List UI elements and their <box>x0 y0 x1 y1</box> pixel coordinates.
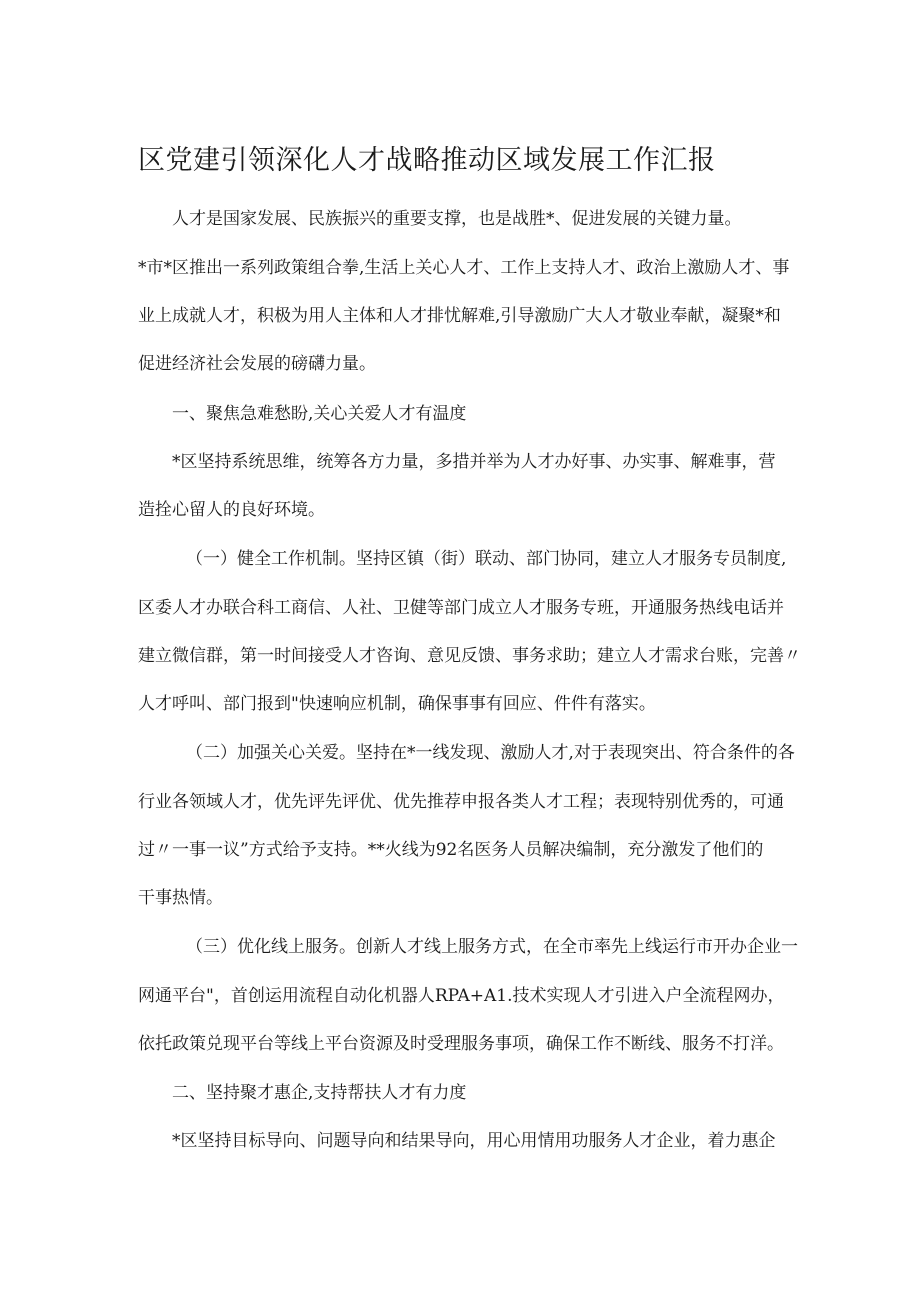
paragraph-line: 促进经济社会发展的磅礴力量。 <box>138 354 376 374</box>
section-heading: 二、坚持聚才惠企,支持帮扶人才有力度 <box>172 1083 467 1103</box>
paragraph-line: 造拴心留人的良好环境。 <box>138 500 325 520</box>
paragraph-line: 过〃一事一议”方式给予支持。**火线为92名医务人员解决编制，充分激发了他们的 <box>138 840 764 860</box>
paragraph-line: （一）健全工作机制。坚持区镇（街）联动、部门协同，建立人才服务专员制度, <box>186 549 787 569</box>
paragraph-line: （二）加强关心关爱。坚持在*一线发现、激励人才,对于表现突出、符合条件的各 <box>186 743 795 763</box>
document-title: 区党建引领深化人才战略推动区域发展工作汇报 <box>138 145 716 176</box>
section-heading: 一、聚焦急难愁盼,关心关爱人才有温度 <box>172 404 467 424</box>
paragraph-line: 依托政策兑现平台等线上平台资源及时受理服务事项，确保工作不断线、服务不打洋。 <box>138 1034 784 1054</box>
paragraph-line: *区坚持目标导向、问题导向和结果导向，用心用情用功服务人才企业，着力惠企 <box>172 1131 776 1151</box>
paragraph-line: *区坚持系统思维，统筹各方力量，多措并举为人才办好事、办实事、解难事，营 <box>172 452 776 472</box>
paragraph-line: 干事热情。 <box>138 888 223 908</box>
paragraph-line: 人才是国家发展、民族振兴的重要支撑，也是战胜*、促进发展的关键力量。 <box>172 209 742 229</box>
paragraph-line: 业上成就人才，积极为用人主体和人才排忧解难,引导激励广大人才敬业奉献，凝聚*和 <box>138 306 781 326</box>
paragraph-line: 建立微信群，第一时间接受人才咨询、意见反馈、事务求助；建立人才需求台账，完善〃 <box>138 646 801 666</box>
paragraph-line: 网通平台"，首创运用流程自动化机器人RPA+A1.技术实现人才引进入户全流程网办， <box>138 986 785 1006</box>
paragraph-line: （三）优化线上服务。创新人才线上服务方式，在全市率先上线运行市开办企业一 <box>186 937 798 957</box>
paragraph-line: *市*区推出一系列政策组合拳,生活上关心人才、工作上支持人才、政治上激励人才、事 <box>138 258 790 278</box>
paragraph-line: 行业各领域人才，优先评先评优、优先推荐申报各类人才工程；表现特别优秀的，可通 <box>138 792 784 812</box>
paragraph-line: 区委人才办联合科工商信、人社、卫健等部门成立人才服务专班，开通服务热线电话并 <box>138 598 784 618</box>
paragraph-line: 人才呼叫、部门报到"快速响应机制，确保事事有回应、件件有落实。 <box>138 694 656 714</box>
